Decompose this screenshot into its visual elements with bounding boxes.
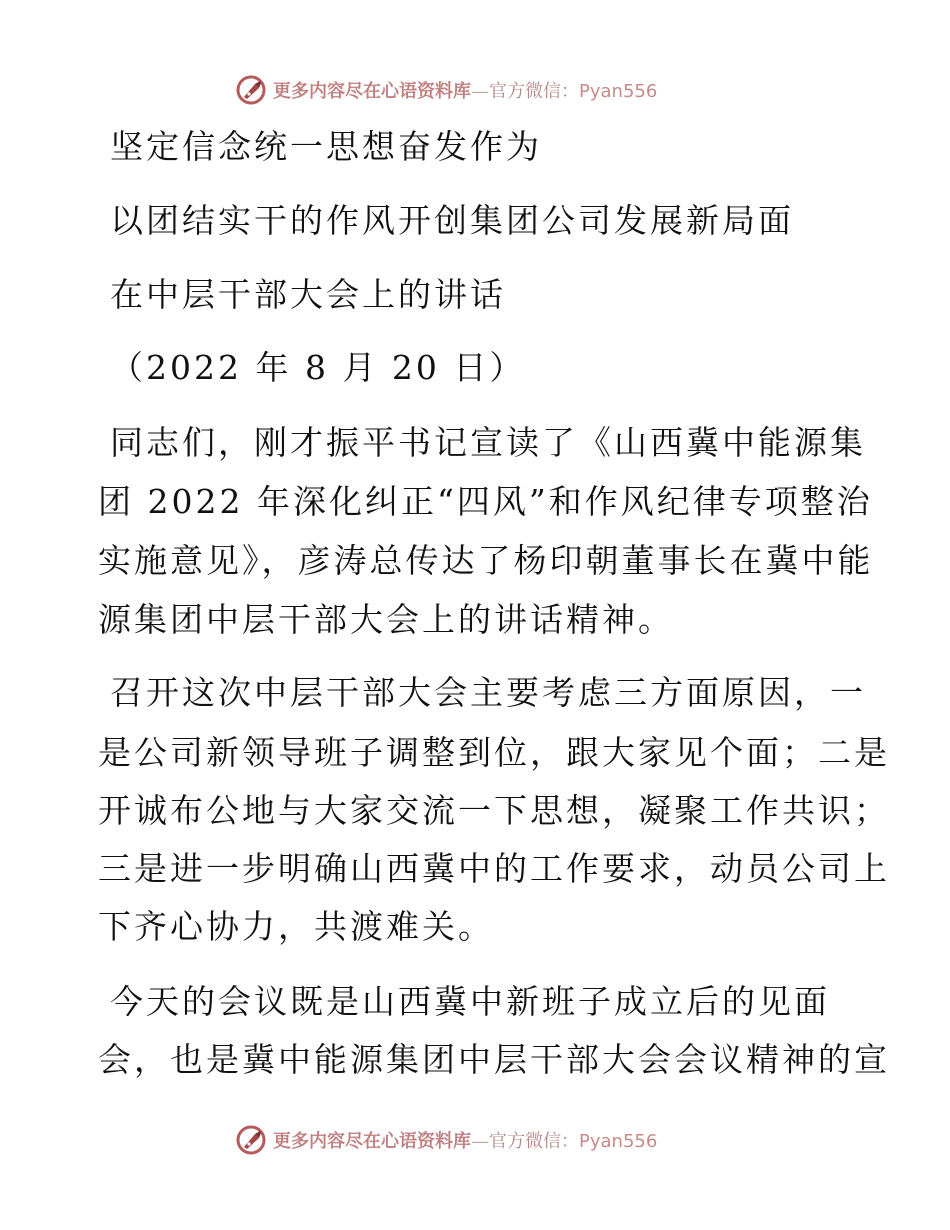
watermark-wechat-label: 官方微信：: [489, 81, 579, 102]
watermark-brand: 更多内容尽在心语资料库: [273, 1131, 471, 1152]
watermark-wechat-id: Pyan556: [579, 1131, 658, 1152]
watermark-text: [273, 77, 657, 103]
paragraph-2-line-5: 下齐心协力，共渡难关。: [98, 907, 494, 946]
watermark-wechat-id: Pyan556: [579, 81, 658, 102]
watermark-text: [273, 1127, 657, 1153]
paragraph-1-line-3: 实施意见》，彦涛总传达了杨印朝董事长在冀中能: [98, 541, 874, 580]
watermark-separator: —: [471, 1131, 489, 1152]
paragraph-3-line-2: 会，也是冀中能源集团中层干部大会会议精神的宣: [98, 1040, 890, 1079]
paragraph-2-line-3: 开诚布公地与大家交流一下思想，凝聚工作共识；: [98, 791, 890, 830]
paragraph-3-line-1: 今天的会议既是山西冀中新班子成立后的见面: [110, 982, 830, 1021]
title-line-2: 以团结实干的作风开创集团公司发展新局面: [110, 201, 794, 240]
watermark-brand: 更多内容尽在心语资料库: [273, 81, 471, 102]
paragraph-2-line-2: 是公司新领导班子调整到位，跟大家见个面；二是: [98, 733, 890, 772]
pen-nib-circle-icon: [235, 1124, 267, 1156]
paragraph-1-line-4: 源集团中层干部大会上的讲话精神。: [98, 600, 674, 639]
watermark-separator: —: [471, 81, 489, 102]
pen-nib-circle-icon: [235, 74, 267, 106]
watermark-footer: [235, 1123, 657, 1157]
paragraph-1-line-1: 同志们，刚才振平书记宣读了《山西冀中能源集: [110, 423, 866, 462]
paragraph-2-line-4: 三是进一步明确山西冀中的工作要求，动员公司上: [98, 849, 890, 888]
watermark-header: [235, 73, 657, 107]
watermark-wechat-label: 官方微信：: [489, 1131, 579, 1152]
title-line-1: 坚定信念统一思想奋发作为: [110, 127, 542, 166]
speech-date: （2022 年 8 月 20 日）: [110, 348, 526, 387]
paragraph-2-line-1: 召开这次中层干部大会主要考虑三方面原因，一: [110, 673, 866, 712]
paragraph-1-line-2: 团 2022 年深化纠正“四风”和作风纪律专项整治: [98, 482, 873, 521]
title-line-3: 在中层干部大会上的讲话: [110, 275, 506, 314]
